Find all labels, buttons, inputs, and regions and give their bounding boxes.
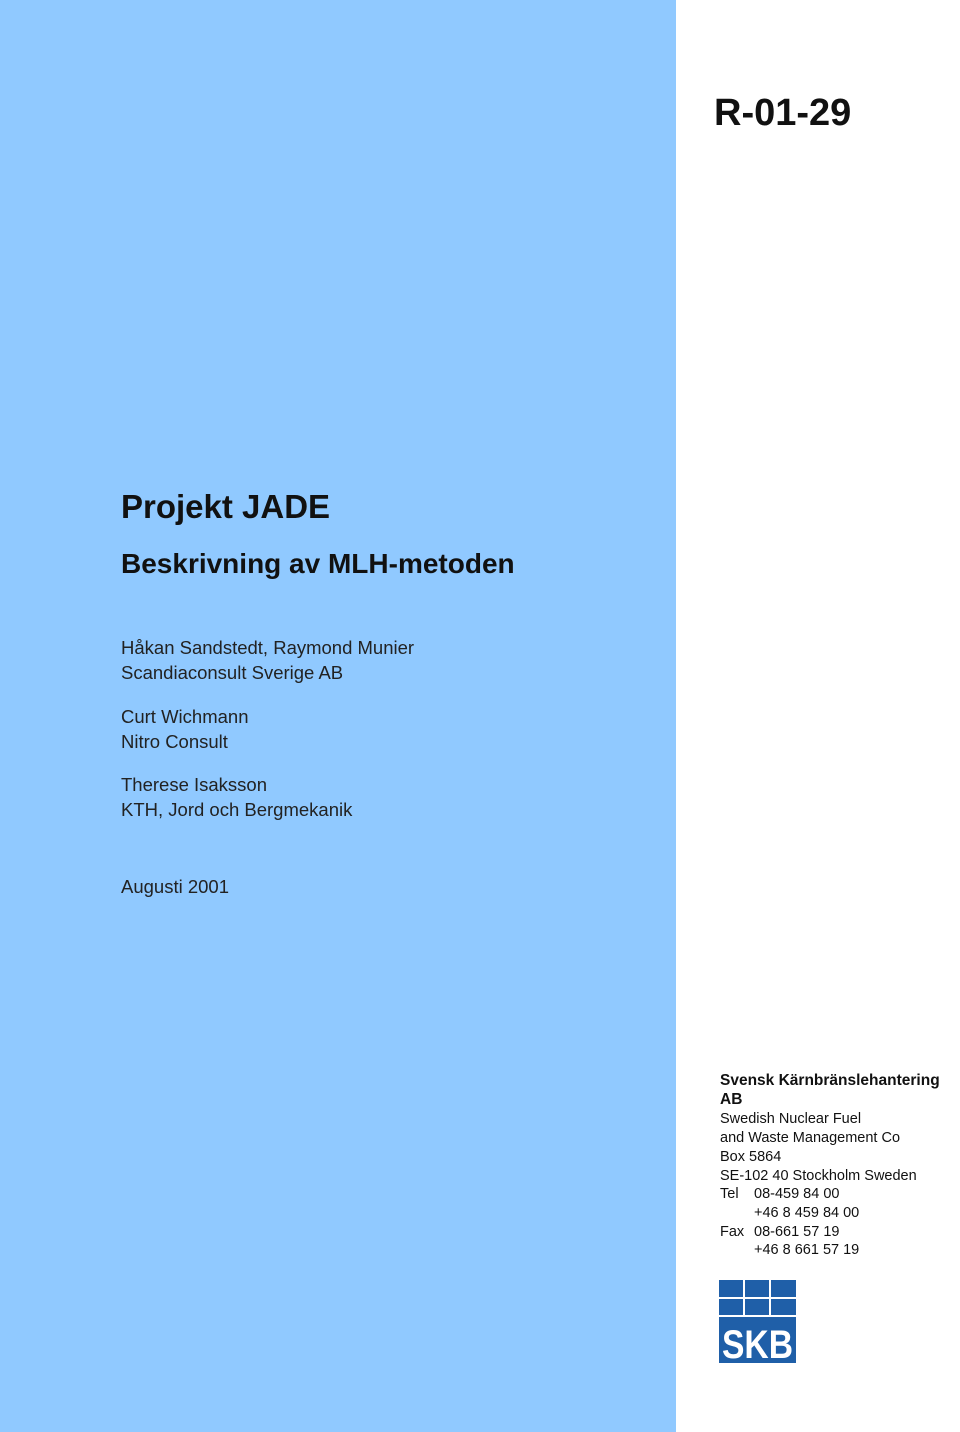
author-organization: Nitro Consult — [121, 730, 228, 752]
tel-number: 08-459 84 00 — [754, 1186, 840, 1203]
skb-logo-icon — [719, 1280, 796, 1367]
publisher-address — [720, 1072, 960, 1260]
author-name: Curt Wichmann — [121, 706, 249, 727]
document-title: Projekt JADE — [121, 488, 331, 525]
publisher-tel — [720, 1185, 960, 1204]
publisher-tel-intl: +46 8 459 84 00 — [754, 1204, 860, 1221]
publisher-line: and Waste Management Co — [720, 1130, 901, 1147]
author-name: Therese Isaksson — [121, 774, 268, 795]
logo-text: SKB — [722, 1323, 793, 1367]
author-organization: KTH, Jord och Bergmekanik — [121, 798, 353, 820]
author-group — [121, 636, 414, 685]
author-group — [121, 773, 352, 822]
publisher-box: Box 5864 — [720, 1148, 782, 1165]
document-subtitle: Beskrivning av MLH-metoden — [121, 548, 515, 579]
publisher-line: Swedish Nuclear Fuel — [720, 1111, 862, 1128]
tel-label: Tel — [720, 1186, 739, 1203]
publisher-fax-intl: +46 8 661 57 19 — [754, 1242, 860, 1259]
publisher-fax — [720, 1223, 960, 1242]
author-group — [121, 705, 248, 754]
fax-number: 08-661 57 19 — [754, 1223, 840, 1240]
publication-date: Augusti 2001 — [121, 876, 230, 897]
author-name: Håkan Sandstedt, Raymond Munier — [121, 637, 415, 658]
publisher-city: SE-102 40 Stockholm Sweden — [720, 1167, 917, 1184]
fax-label: Fax — [720, 1223, 745, 1240]
publisher-company: Svensk Kärnbränslehantering AB — [720, 1072, 940, 1108]
author-organization: Scandiaconsult Sverige AB — [121, 661, 344, 683]
report-number: R-01-29 — [714, 92, 852, 134]
